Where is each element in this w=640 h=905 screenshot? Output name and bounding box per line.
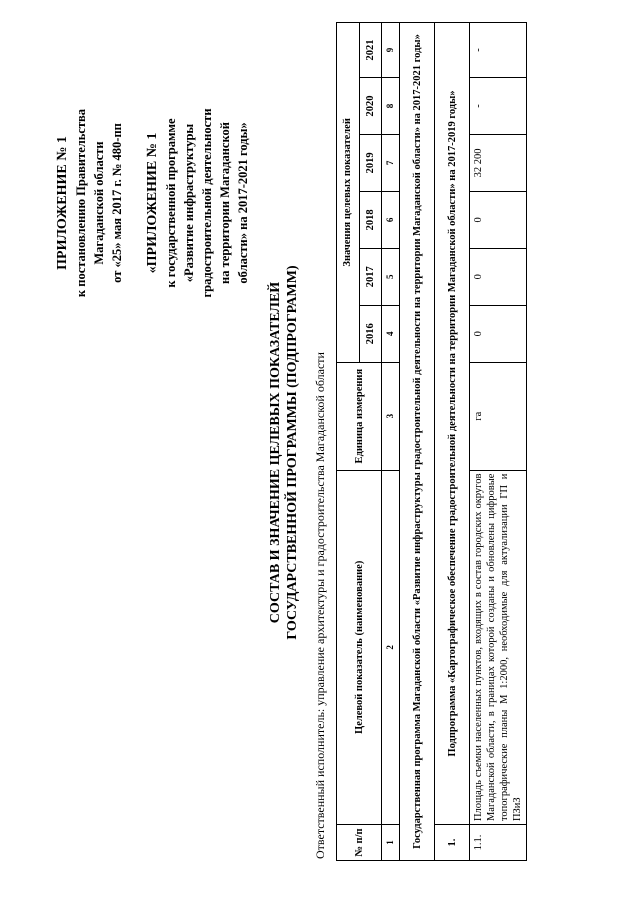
column-number: 2 (382, 470, 400, 824)
column-number-row (382, 23, 400, 861)
responsible-executor: Ответственный исполнитель: управление архитектуры и градостроительства Магаданской области (313, 352, 327, 859)
year-cell: 2018 (359, 191, 382, 248)
decree-line: Магаданской области (92, 141, 106, 265)
column-number: 9 (382, 23, 400, 78)
row-value-2019: 32 200 (470, 134, 527, 191)
column-number: 3 (382, 362, 400, 470)
year-cell: 2017 (359, 248, 382, 305)
appendix-header (54, 73, 252, 333)
document-title (267, 0, 301, 905)
column-number: 7 (382, 134, 400, 191)
year-cell: 2020 (359, 78, 382, 135)
appendix-title: ПРИЛОЖЕНИЕ № 1 (55, 136, 70, 270)
year-cell: 2021 (359, 23, 382, 78)
header-indicator: Целевой показатель (наименование) (337, 470, 382, 824)
program-section-row (400, 23, 435, 861)
program-line: области» на 2017-2021 годы» (236, 122, 250, 284)
decree-line: к постановлению Правительства (74, 108, 88, 298)
program-line: градостроительной деятельности (200, 108, 214, 298)
row-number: 1.1. (470, 825, 527, 861)
title-line: СОСТАВ И ЗНАЧЕНИЕ ЦЕЛЕВЫХ ПОКАЗАТЕЛЕЙ (268, 281, 283, 624)
decree-line: от «25» мая 2017 г. № 480-пп (110, 123, 124, 283)
header-values: Значения целевых показателей (337, 23, 360, 363)
header-unit: Единица измерения (337, 362, 382, 470)
row-unit: га (470, 362, 527, 470)
header-no: № п/п (337, 825, 382, 861)
column-number: 4 (382, 305, 400, 362)
row-indicator: Площадь съемки населенных пунктов, входящих в состав городских округов Магаданской области, в границах которой созданы и обновлены цифровые топографические планы М 1:2000, необходимые для актуализации ГП и ПЗиЗ (470, 470, 527, 824)
row-value-2021: - (470, 23, 527, 78)
row-value-2018: 0 (470, 191, 527, 248)
program-line: на территории Магаданской (218, 122, 232, 284)
table-header-row (337, 23, 360, 861)
program-line: «Развитие инфраструктуры (182, 123, 196, 283)
column-number: 8 (382, 78, 400, 135)
indicators-table (336, 22, 527, 861)
subprogram-title: Подпрограмма «Картографическое обеспечение градостроительной деятельности на территории Магаданской области» на 2017-2019 годы» (435, 23, 470, 825)
program-appendix-title: «ПРИЛОЖЕНИЕ № 1 (145, 132, 160, 274)
year-cell: 2019 (359, 134, 382, 191)
title-line: ГОСУДАРСТВЕННОЙ ПРОГРАММЫ (ПОДПРОГРАММ) (285, 265, 300, 640)
program-line: к государственной программе (164, 118, 178, 288)
row-value-2016: 0 (470, 305, 527, 362)
column-number: 5 (382, 248, 400, 305)
row-value-2020: - (470, 78, 527, 135)
column-number: 6 (382, 191, 400, 248)
subprogram-number: 1. (435, 825, 470, 861)
subprogram-section-row (435, 23, 470, 861)
table-row (470, 23, 527, 861)
row-value-2017: 0 (470, 248, 527, 305)
program-section-title: Государственная программа Магаданской области «Развитие инфраструктуры градостроительной деятельности на территории Магаданской области» на 2017-2021 годы» (400, 23, 435, 861)
column-number: 1 (382, 825, 400, 861)
year-cell: 2016 (359, 305, 382, 362)
